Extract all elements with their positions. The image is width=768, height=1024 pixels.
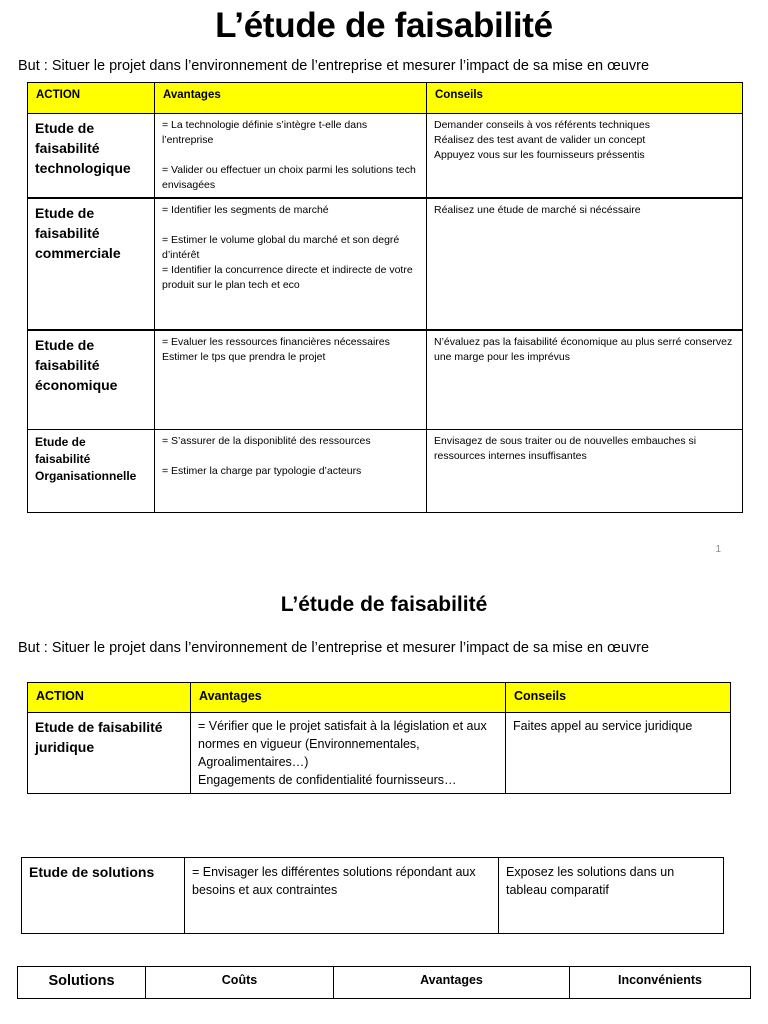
- header-avantages: Avantages: [191, 683, 506, 713]
- avantages-cell: = Identifier les segments de marché = Estimer le volume global du marché et son degré d’intérêt = Identifier la concurrence directe et indirecte de votre produit sur le plan tech et eco: [155, 198, 427, 330]
- conseils-cell: Faites appel au service juridique: [506, 713, 731, 794]
- table-header-row: [28, 683, 731, 713]
- juridique-table: [27, 682, 731, 794]
- table-header-row: [18, 967, 751, 999]
- page-title: L’étude de faisabilité: [215, 6, 553, 45]
- table-row: [28, 429, 743, 512]
- conseils-cell: N’évaluez pas la faisabilité économique au plus serré conservez une marge pour les imprévus: [427, 330, 743, 429]
- action-cell: Etude de solutions: [22, 858, 185, 934]
- avantages-cell: = La technologie définie s’intègre t-elle dans l’entreprise = Valider ou effectuer un choix parmi les solutions tech envisagées: [155, 114, 427, 199]
- page-title-2: L’étude de faisabilité: [280, 593, 488, 616]
- header-avantages: Avantages: [334, 967, 570, 999]
- table-row: [28, 114, 743, 199]
- page-number: 1: [715, 544, 721, 555]
- header-couts: Coûts: [146, 967, 334, 999]
- action-cell: Etude de faisabilité commerciale: [28, 198, 155, 330]
- header-conseils: Conseils: [506, 683, 731, 713]
- conseils-cell: Envisagez de sous traiter ou de nouvelles embauches si ressources internes insuffisantes: [427, 429, 743, 512]
- header-action: ACTION: [28, 683, 191, 713]
- avantages-cell: = Vérifier que le projet satisfait à la législation et aux normes en vigueur (Environnementales, Agroalimentaires…) Engagements de confidentialité fournisseurs…: [191, 713, 506, 794]
- comparison-table: [17, 966, 751, 999]
- avantages-cell: = Evaluer les ressources financières nécessaires Estimer le tps que prendra le projet: [155, 330, 427, 429]
- avantages-cell: = Envisager les différentes solutions répondant aux besoins et aux contraintes: [185, 858, 499, 934]
- table-row: [28, 713, 731, 794]
- header-avantages: Avantages: [155, 83, 427, 114]
- solutions-table: [21, 857, 724, 934]
- purpose-text: But : Situer le projet dans l’environnement de l’entreprise et mesurer l’impact de sa mise en œuvre: [18, 58, 650, 74]
- header-solutions: Solutions: [18, 967, 146, 999]
- header-conseils: Conseils: [427, 83, 743, 114]
- table-row: [22, 858, 724, 934]
- action-cell: Etude de faisabilité Organisationnelle: [28, 429, 155, 512]
- conseils-cell: Réalisez une étude de marché si nécéssaire: [427, 198, 743, 330]
- action-cell: Etude de faisabilité juridique: [28, 713, 191, 794]
- table-row: [28, 198, 743, 330]
- header-action: ACTION: [28, 83, 155, 114]
- purpose-text-2: But : Situer le projet dans l’environnement de l’entreprise et mesurer l’impact de sa mise en œuvre: [18, 640, 650, 656]
- table-row: [28, 330, 743, 429]
- conseils-cell: Exposez les solutions dans un tableau comparatif: [499, 858, 724, 934]
- avantages-cell: = S’assurer de la disponiblité des ressources = Estimer la charge par typologie d’acteurs: [155, 429, 427, 512]
- conseils-cell: Demander conseils à vos référents techniques Réalisez des test avant de valider un concept Appuyez vous sur les fournisseurs préssentis: [427, 114, 743, 199]
- action-cell: Etude de faisabilité technologique: [28, 114, 155, 199]
- feasibility-table: [27, 82, 743, 513]
- header-inconvenients: Inconvénients: [570, 967, 751, 999]
- action-cell: Etude de faisabilité économique: [28, 330, 155, 429]
- table-header-row: [28, 83, 743, 114]
